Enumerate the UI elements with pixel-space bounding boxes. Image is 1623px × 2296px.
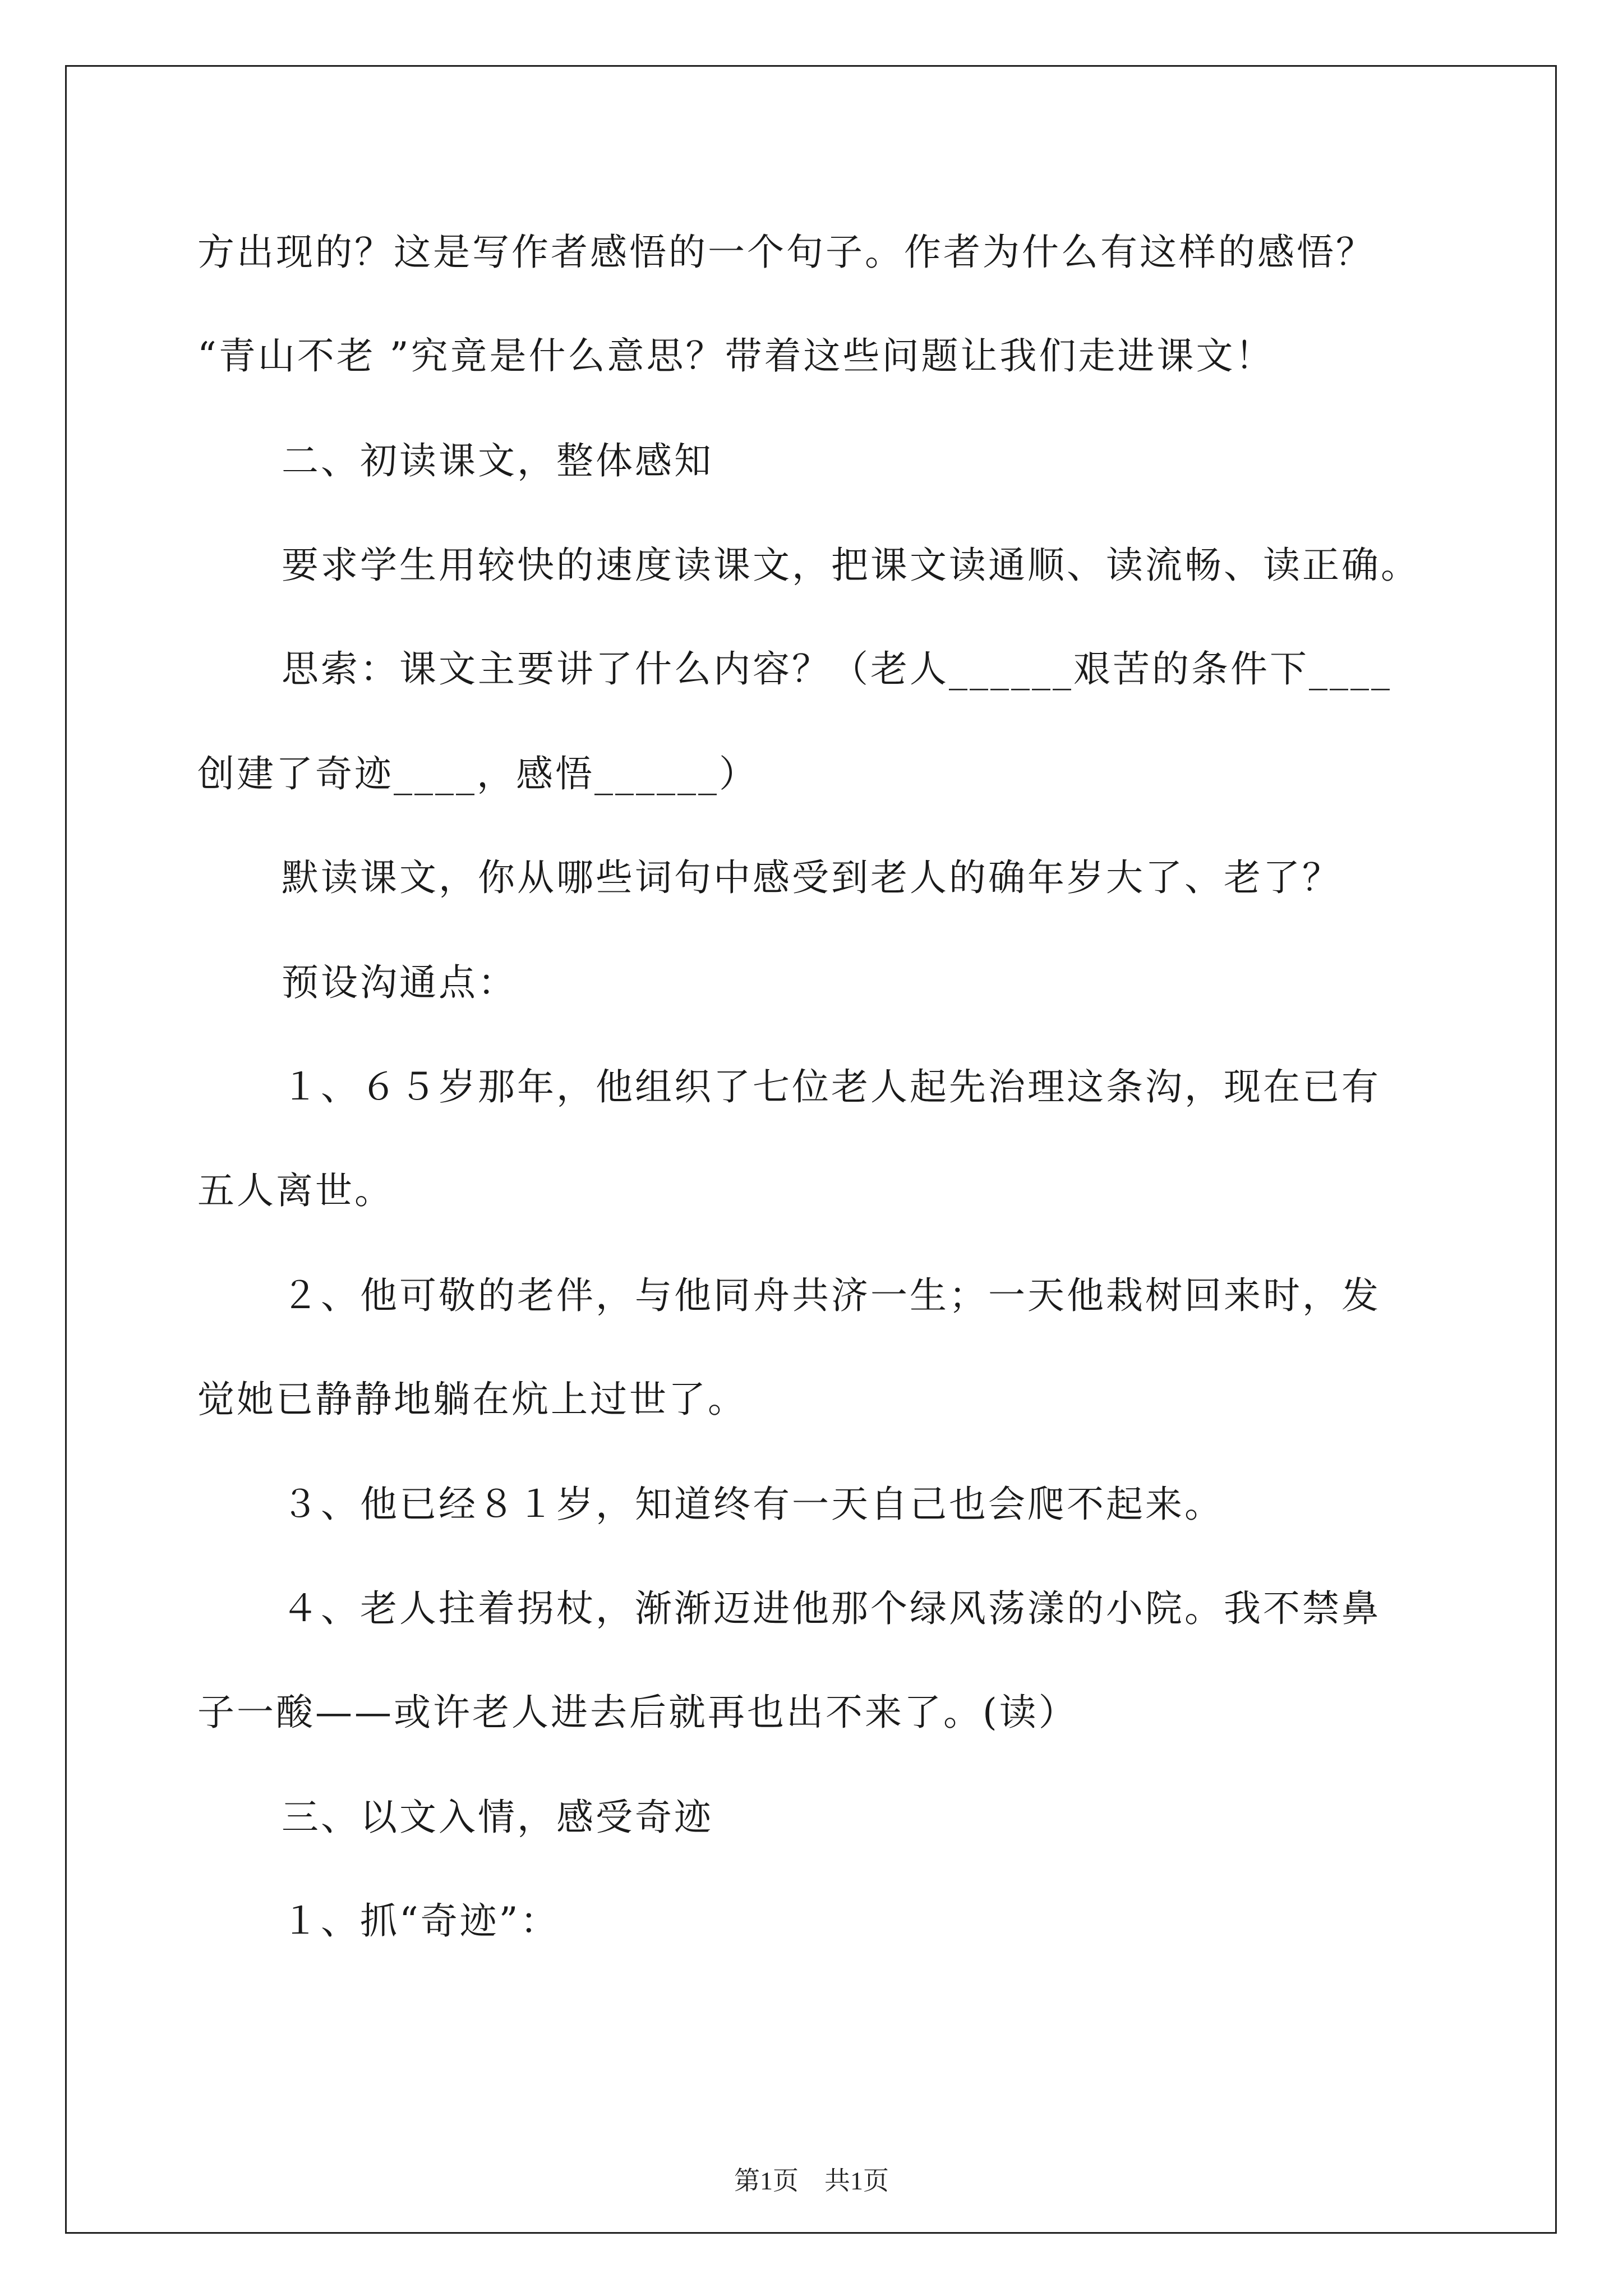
text-line: 五人离世。 [197, 1169, 394, 1212]
list-item: ４、老人拄着拐杖，渐渐迈进他那个绿风荡漾的小院。我不禁鼻 [282, 1587, 1381, 1630]
page-footer: 第1页 共1页 [734, 2166, 889, 2195]
text-line: 默读课文，你从哪些词句中感受到老人的确年岁大了、老了？ [282, 856, 1341, 899]
text-line: 预设沟通点： [282, 961, 517, 1004]
text-line: 方出现的？这是写作者感悟的一个句子。作者为什么有这样的感悟？ [197, 231, 1375, 274]
text-line: 思索：课文主要讲了什么内容？（老人______艰苦的条件下____ [282, 647, 1392, 691]
list-item: ２、他可敬的老伴，与他同舟共济一生；一天他栽树回来时，发 [282, 1274, 1381, 1317]
list-item: ３、他已经８１岁，知道终有一天自己也会爬不起来。 [282, 1483, 1224, 1526]
list-item: １、６５岁那年，他组织了七位老人起先治理这条沟，现在已有 [282, 1065, 1381, 1108]
text-line: 要求学生用较快的速度读课文，把课文读通顺、读流畅、读正确。 [282, 544, 1420, 587]
list-item: １、抓“奇迹”： [282, 1899, 560, 1943]
text-line: “青山不老 ”究竟是什么意思？带着这些问题让我们走进课文！ [197, 334, 1275, 378]
text-line: 觉她已静静地躺在炕上过世了。 [197, 1378, 747, 1421]
section-heading: 二、初读课文，整体感知 [282, 439, 713, 482]
section-heading: 三、以文入情，感受奇迹 [282, 1796, 713, 1839]
text-line: 子一酸——或许老人进去后就再也出不来了。(读） [197, 1691, 1078, 1734]
text-line: 创建了奇迹____，感悟______） [197, 752, 758, 795]
